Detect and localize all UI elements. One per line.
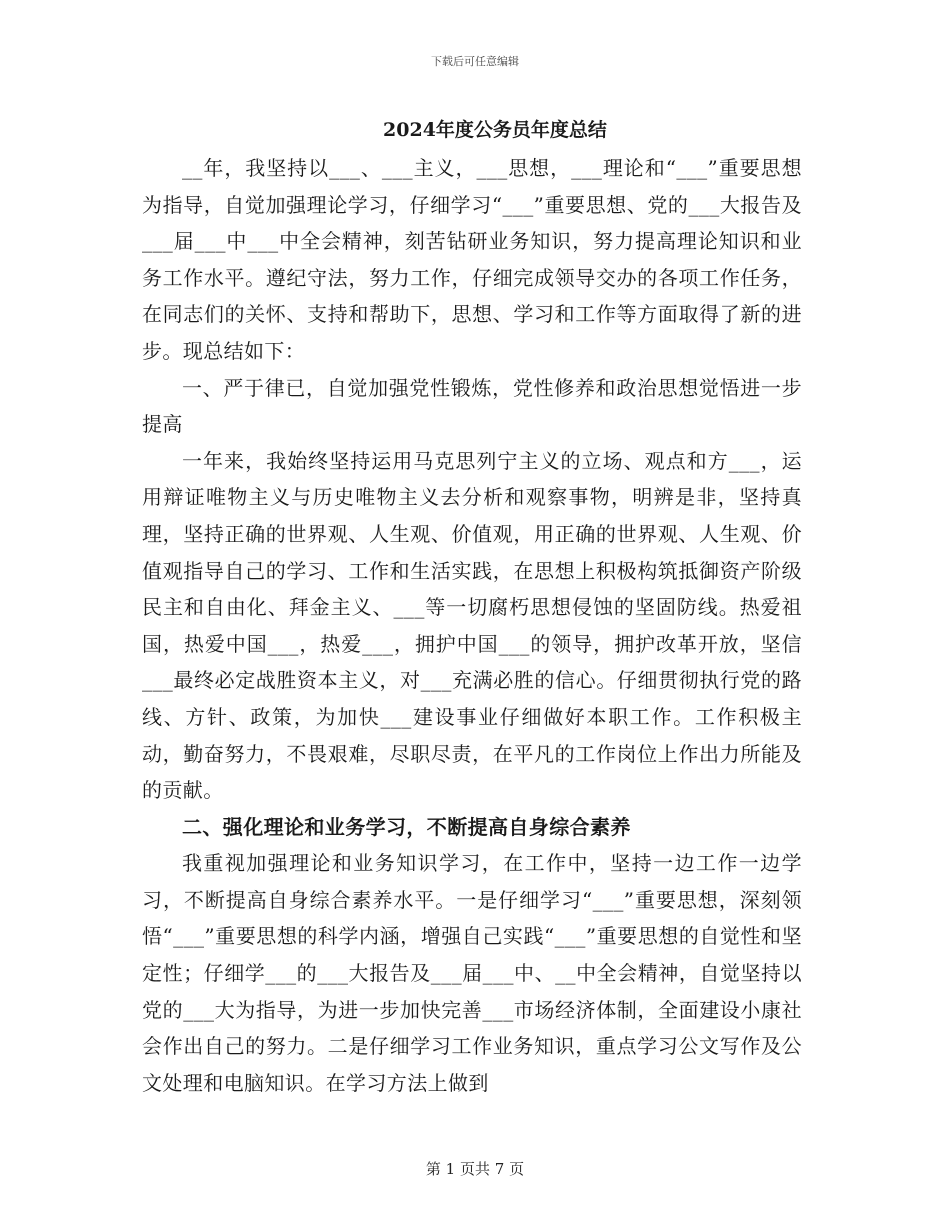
page-header-note: 下载后可任意编辑 [431,55,519,68]
page-number-footer: 第 1 页共 7 页 [425,1160,525,1178]
paragraph-section-1: 一年来，我始终坚持运用马克思列宁主义的立场、观点和方___，运用辩证唯物主义与历史唯物主义去分析和观察事物，明辨是非，坚持真理，坚持正确的世界观、人生观、价值观，用正确的世界观、人生观、价值观指导自己的学习、工作和生活实践，在思想上积极构筑抵御资产阶级民主和自由化、拜金主义、___等一切腐朽思想侵蚀的坚固防线。热爱祖国，热爱中国___，热爱___，拥护中国___的领导，拥护改革开放，坚信___最终必定战胜资本主义，对___充满必胜的信心。仔细贯彻执行党的路线、方针、政策，为加快___建设事业仔细做好本职工作。工作积极主动，勤奋努力，不畏艰难，尽职尽责，在平凡的工作岗位上作出力所能及的贡献。 [142,448,802,803]
document-body [142,150,802,1101]
section-heading-1: 一、严于律已，自觉加强党性锻炼，党性修养和政治思想觉悟进一步提高 [142,375,802,437]
document-title: 2024年度公务员年度总结 [383,119,607,141]
paragraph-section-2: 我重视加强理论和业务知识学习，在工作中，坚持一边工作一边学习，不断提高自身综合素养水平。一是仔细学习“___”重要思想，深刻领悟“___”重要思想的科学内涵，增强自己实践“___”重要思想的自觉性和坚定性；仔细学___的___大报告及___届___中、__中全会精神，自觉坚持以党的___大为指导，为进一步加快完善___市场经济体制，全面建设小康社会作出自己的努力。二是仔细学习工作业务知识，重点学习公文写作及公文处理和电脑知识。在学习方法上做到 [142,851,802,1095]
paragraph-intro: __年，我坚持以___、___主义，___思想，___理论和“___”重要思想为指导，自觉加强理论学习，仔细学习“___”重要思想、党的___大报告及___届___中___中全会精神，刻苦钻研业务知识，努力提高理论知识和业务工作水平。遵纪守法，努力工作，仔细完成领导交办的各项工作任务，在同志们的关怀、支持和帮助下，思想、学习和工作等方面取得了新的进步。现总结如下： [142,156,802,363]
section-heading-2: 二、强化理论和业务学习，不断提高自身综合素养 [182,814,631,839]
